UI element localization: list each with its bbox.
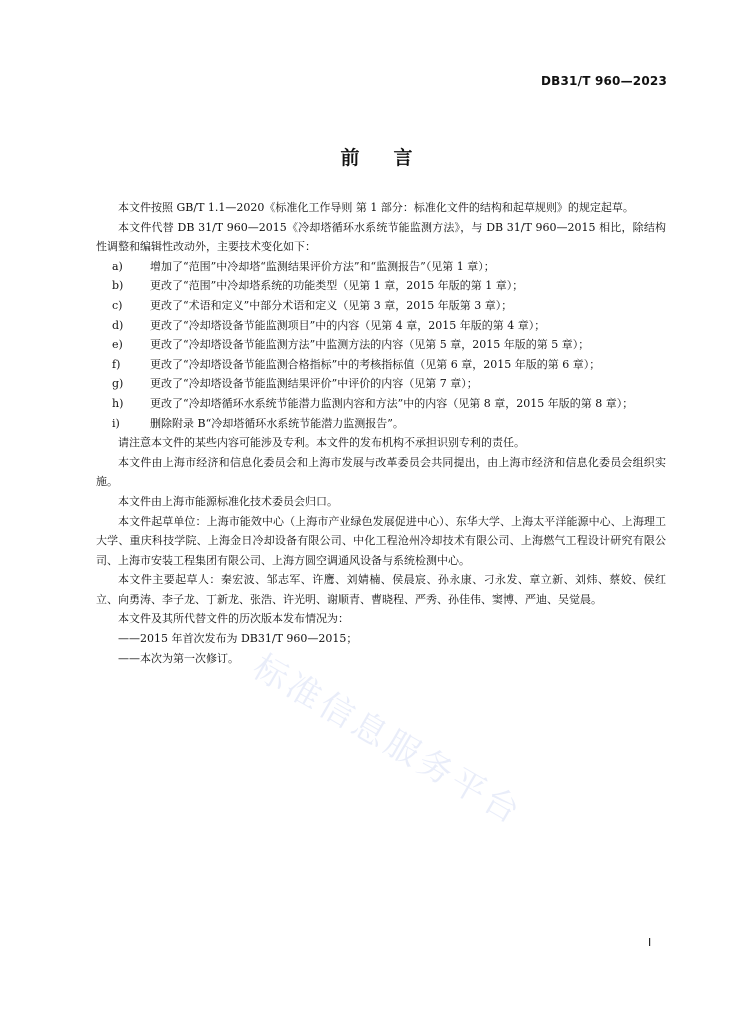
list-item <box>96 414 666 434</box>
list-item <box>96 335 666 355</box>
list-item-text: 更改了“术语和定义”中部分术语和定义（见第 3 章，2015 年版第 3 章）； <box>150 298 513 312</box>
history-item: ——2015 年首次发布为 DB31/T 960—2015； <box>118 632 358 646</box>
intro-paragraph: 本文件代替 DB 31/T 960—2015《冷却塔循环水系统节能监测方法》，与 DB 31/T 960—2015 相比，除结构性调整和编辑性改动外，主要技术变化如下： <box>96 220 666 254</box>
list-item-label: a) <box>112 259 123 273</box>
list-item <box>96 316 666 336</box>
intro-paragraph: 本文件按照 GB/T 1.1—2020《标准化工作导则 第 1 部分：标准化文件的结构和起草规则》的规定起草。 <box>118 201 634 214</box>
page-number: I <box>648 936 652 949</box>
proposer-note: 本文件由上海市经济和信息化委员会和上海市发展与改革委员会共同提出，由上海市经济和信息化委员会组织实施。 <box>96 455 666 489</box>
list-item <box>96 257 666 277</box>
list-item-text: 更改了“冷却塔设备节能监测合格指标”中的考核指标值（见第 6 章，2015 年版的第 6 章）； <box>150 357 601 371</box>
list-item-label: g) <box>112 377 124 391</box>
list-item-text: 更改了“冷却塔设备节能监测项目”中的内容（见第 4 章，2015 年版的第 4 章）； <box>150 318 546 332</box>
list-item-text: 更改了“冷却塔设备节能监测方法”中监测方法的内容（见第 5 章，2015 年版的第 5 章）； <box>150 338 590 352</box>
list-item <box>96 374 666 394</box>
document-code: DB31/T 960—2023 <box>541 74 667 88</box>
drafters: 本文件主要起草人：秦宏波、邹志军、许鹰、刘婧楠、侯晨宸、孙永康、刁永发、章立新、刘炜、蔡姣、侯红立、向勇涛、李子龙、丁新龙、张浩、许光明、谢顺青、曹晓程、严秀、孙佳伟、窦博、严迪、吴觉晨。 <box>96 573 666 606</box>
page-title: 前言 <box>340 147 447 169</box>
list-item-label: b) <box>112 279 124 293</box>
changes-list <box>96 257 666 433</box>
list-item-label: f) <box>112 357 121 371</box>
list-item-text: 更改了“冷却塔设备节能监测结果评价”中评价的内容（见第 7 章）； <box>150 377 478 391</box>
drafting-units: 本文件起草单位：上海市能效中心（上海市产业绿色发展促进中心）、东华大学、上海太平洋能源中心、上海理工大学、重庆科技学院、上海金日冷却设备有限公司、中化工程沧州冷却技术有限公司、上海燃气工程设计研究有限公司、上海市安装工程集团有限公司、上海方圆空调通风设备与系统检测中心。 <box>96 514 666 567</box>
history-intro: 本文件及其所代替文件的历次版本发布情况为： <box>118 612 349 626</box>
list-item-label: e) <box>112 338 123 352</box>
list-item-text: 更改了“冷却塔循环水系统节能潜力监测内容和方法”中的内容（见第 8 章，2015 年版的第 8 章）； <box>150 396 634 410</box>
committee-note: 本文件由上海市能源标准化技术委员会归口。 <box>118 494 338 508</box>
list-item <box>96 394 666 414</box>
list-item-text: 更改了“范围”中冷却塔系统的功能类型（见第 1 章，2015 年版的第 1 章）； <box>150 279 524 293</box>
list-item-label: h) <box>112 396 124 410</box>
list-item-label: d) <box>112 318 124 332</box>
list-item <box>96 355 666 375</box>
list-item-label: c) <box>112 298 123 312</box>
list-item-label: i) <box>112 416 120 430</box>
patent-note: 请注意本文件的某些内容可能涉及专利。本文件的发布机构不承担识别专利的责任。 <box>118 436 525 450</box>
list-item-text: 增加了“范围”中冷却塔“监测结果评价方法”和“监测报告”（见第 1 章）； <box>150 259 495 273</box>
watermark: 标准信息服务平台 <box>246 646 530 834</box>
history-item: ——本次为第一次修订。 <box>118 651 239 665</box>
foreword-body <box>96 198 666 668</box>
version-history <box>96 629 666 668</box>
list-item <box>96 296 666 316</box>
list-item-text: 删除附录 B“冷却塔循环水系统节能潜力监测报告”。 <box>150 416 404 430</box>
list-item <box>96 276 666 296</box>
